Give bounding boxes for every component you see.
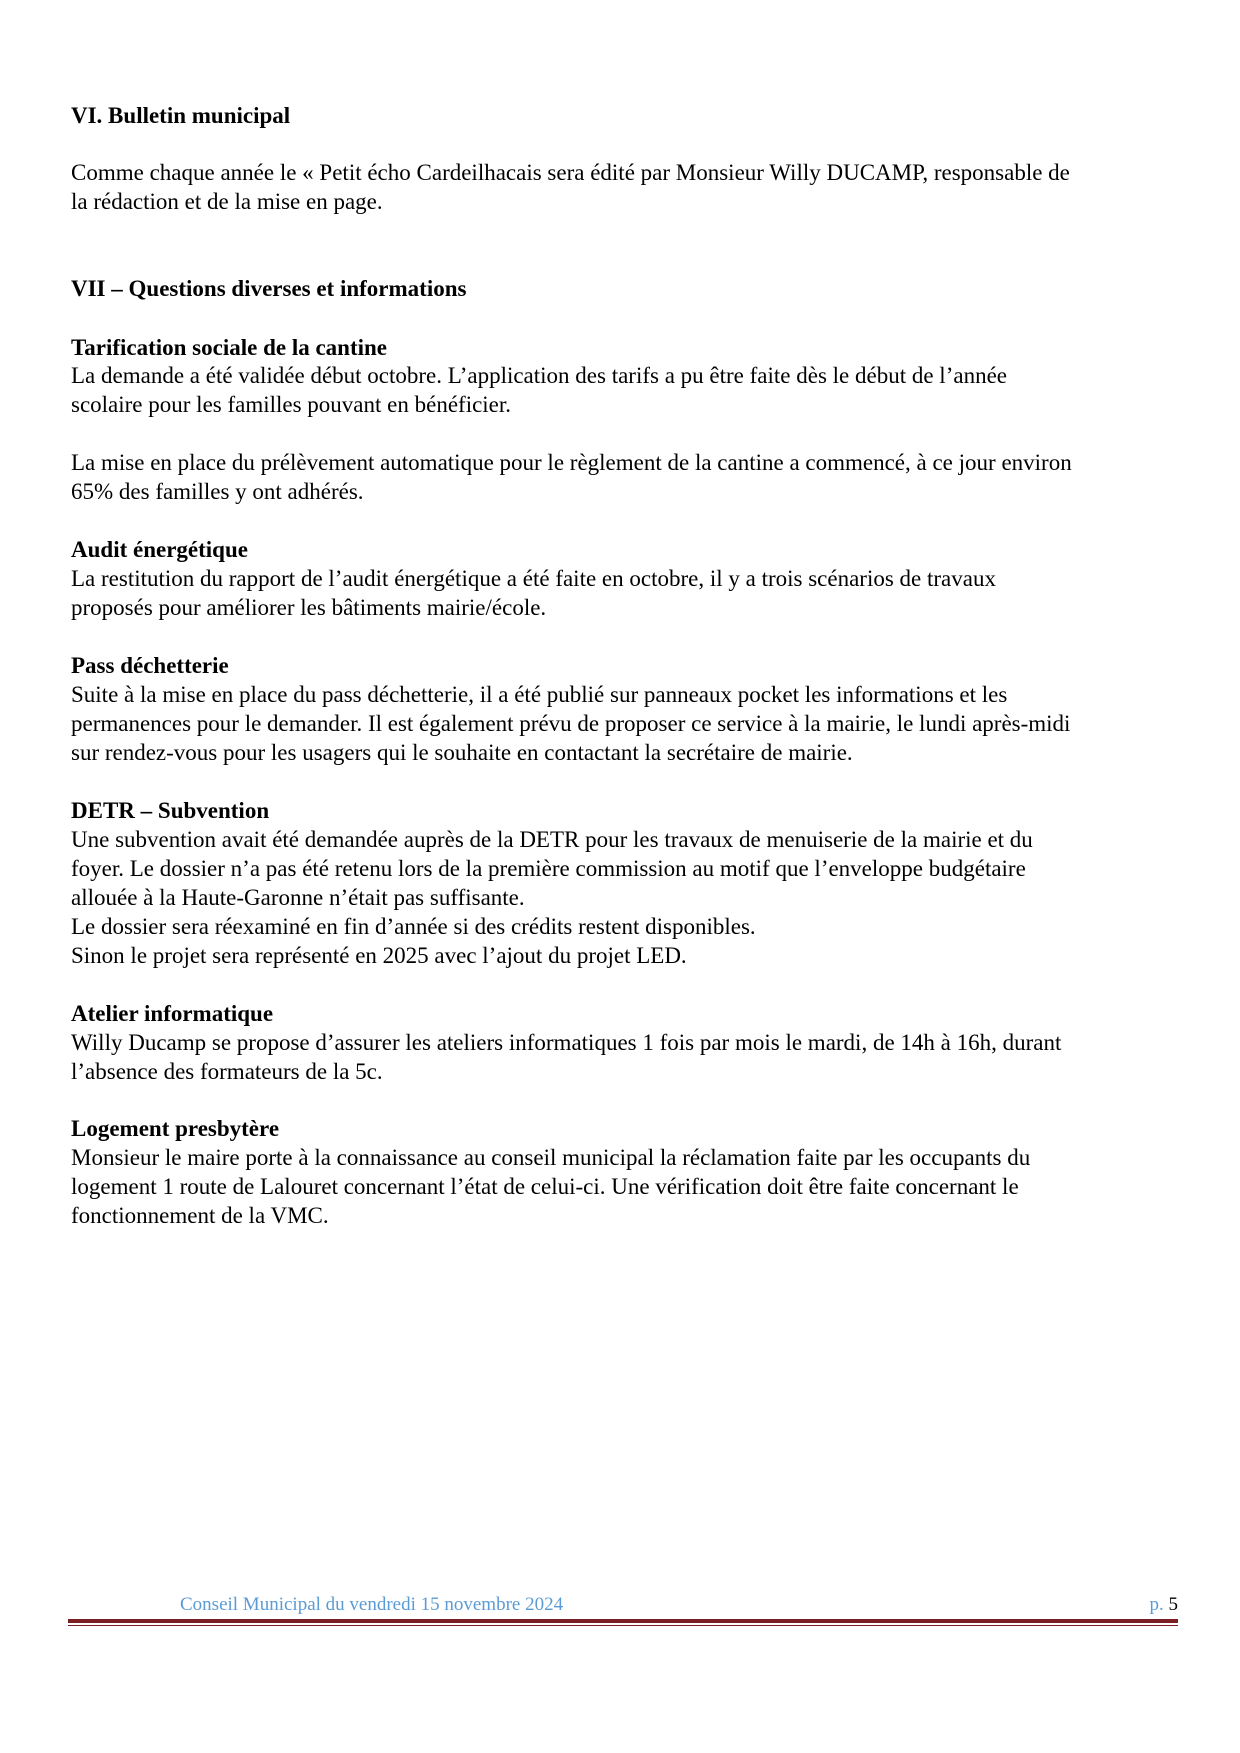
paragraph-line: La mise en place du prélèvement automatique pour le règlement de la cantine a commencé, à ce jour environ — [71, 450, 1072, 475]
page-number: 5 — [1168, 1594, 1178, 1615]
paragraph-line: proposés pour améliorer les bâtiments mairie/école. — [71, 595, 547, 620]
paragraph-line: sur rendez-vous pour les usagers qui le souhaite en contactant la secrétaire de mairie. — [71, 740, 853, 765]
paragraph-line: l’absence des formateurs de la 5c. — [71, 1059, 383, 1084]
subheading-audit: Audit énergétique — [71, 537, 248, 562]
paragraph-line: Monsieur le maire porte à la connaissance au conseil municipal la réclamation faite par les occupants du — [71, 1145, 1031, 1170]
paragraph-line: Comme chaque année le « Petit écho Cardeilhacais sera édité par Monsieur Willy DUCAMP, responsable de — [71, 160, 1070, 185]
paragraph-line: la rédaction et de la mise en page. — [71, 189, 383, 214]
subheading-atelier: Atelier informatique — [71, 1001, 274, 1026]
section-heading-questions: VII – Questions diverses et informations — [71, 276, 467, 301]
paragraph-line: fonctionnement de la VMC. — [71, 1203, 329, 1228]
subheading-cantine: Tarification sociale de la cantine — [71, 335, 388, 360]
footer-rule-thin — [68, 1625, 1178, 1626]
paragraph-line: Suite à la mise en place du pass déchetterie, il a été publié sur panneaux pocket les informations et les — [71, 682, 1008, 707]
paragraph-line: 65% des familles y ont adhérés. — [71, 479, 364, 504]
paragraph-line: logement 1 route de Lalouret concernant l’état de celui-ci. Une vérification doit être faite concernant le — [71, 1174, 1019, 1199]
paragraph-line: La restitution du rapport de l’audit énergétique a été faite en octobre, il y a trois scénarios de travaux — [71, 566, 996, 591]
section-heading-bulletin: VI. Bulletin municipal — [71, 103, 291, 128]
paragraph-line: Une subvention avait été demandée auprès de la DETR pour les travaux de menuiserie de la mairie et du — [71, 827, 1033, 852]
page-label: p. — [1149, 1594, 1164, 1615]
paragraph-line: foyer. Le dossier n’a pas été retenu lors de la première commission au motif que l’enveloppe budgétaire — [71, 856, 1026, 881]
paragraph-line: allouée à la Haute-Garonne n’était pas suffisante. — [71, 885, 525, 910]
paragraph-line: Willy Ducamp se propose d’assurer les ateliers informatiques 1 fois par mois le mardi, de 14h à 16h, durant — [71, 1030, 1062, 1055]
subheading-pass-dechetterie: Pass déchetterie — [71, 653, 229, 678]
paragraph-line: permanences pour le demander. Il est également prévu de proposer ce service à la mairie, le lundi après-midi — [71, 711, 1071, 736]
paragraph-line: Le dossier sera réexaminé en fin d’année si des crédits restent disponibles. — [71, 914, 756, 939]
paragraph-line: scolaire pour les familles pouvant en bénéficier. — [71, 392, 512, 417]
footer-page-number — [1150, 1593, 1179, 1617]
paragraph-line: La demande a été validée début octobre. L’application des tarifs a pu être faite dès le début de l’année — [71, 363, 1007, 388]
subheading-detr: DETR – Subvention — [71, 798, 270, 823]
footer-title: Conseil Municipal du vendredi 15 novembre 2024 — [180, 1594, 564, 1615]
footer-rule — [68, 1619, 1178, 1623]
paragraph-line: Sinon le projet sera représenté en 2025 avec l’ajout du projet LED. — [71, 943, 687, 968]
subheading-logement: Logement presbytère — [71, 1116, 280, 1141]
